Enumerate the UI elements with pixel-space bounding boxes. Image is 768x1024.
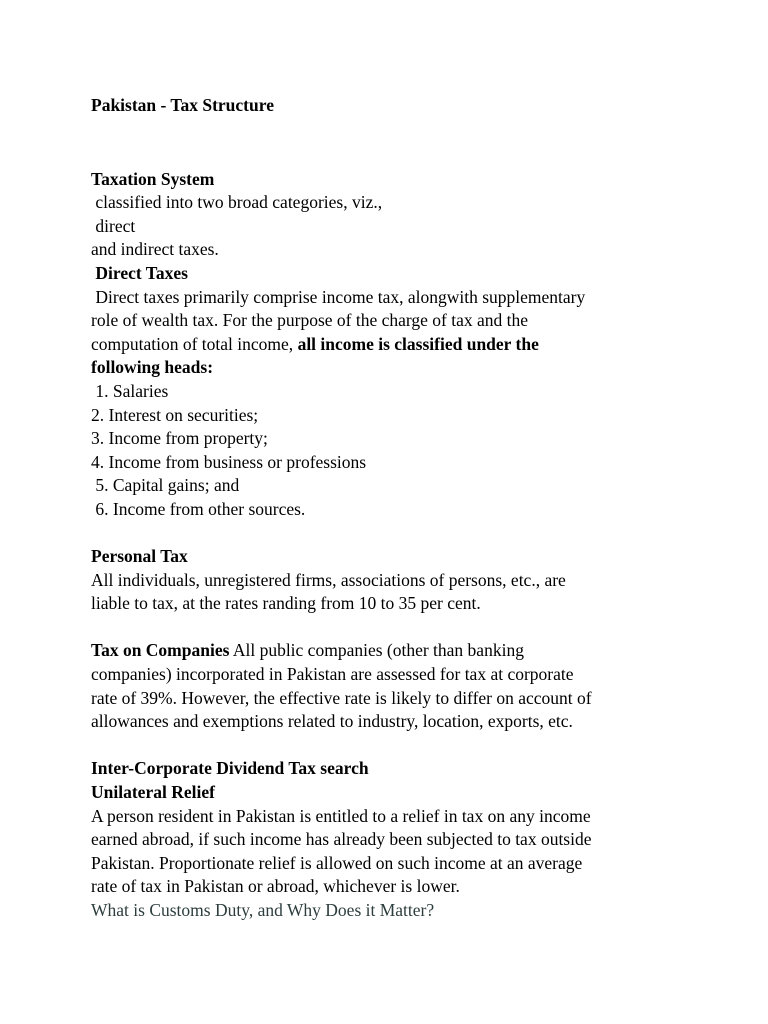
tax-on-companies-line: rate of 39%. However, the effective rate is likely to differ on account of bbox=[91, 687, 592, 708]
direct-taxes-line: Direct taxes primarily comprise income tax, alongwith supplementary bbox=[91, 286, 586, 307]
tax-on-companies-line: allowances and exemptions related to industry, location, exports, etc. bbox=[91, 711, 573, 732]
taxation-system-line: and indirect taxes. bbox=[91, 239, 219, 260]
direct-taxes-heading: Direct Taxes bbox=[91, 262, 188, 283]
spacer bbox=[91, 522, 691, 546]
unilateral-relief-heading: Unilateral Relief bbox=[91, 782, 215, 803]
taxation-system-heading: Taxation System bbox=[91, 168, 215, 189]
income-head-item: 3. Income from property; bbox=[91, 428, 268, 449]
tax-on-companies-line bbox=[91, 639, 691, 663]
direct-taxes-emphasis: all income is classified under the bbox=[297, 333, 539, 354]
spacer bbox=[91, 616, 691, 640]
income-head-item: 4. Income from business or professions bbox=[91, 451, 367, 472]
spacer bbox=[91, 118, 691, 168]
personal-tax-line: All individuals, unregistered firms, associations of persons, etc., are bbox=[91, 569, 566, 590]
taxation-system-line: classified into two broad categories, viz., bbox=[91, 192, 383, 213]
inter-corporate-heading: Inter-Corporate Dividend Tax search bbox=[91, 758, 369, 779]
document-title: Pakistan - Tax Structure bbox=[91, 95, 274, 115]
unilateral-relief-line: rate of tax in Pakistan or abroad, whichever is lower. bbox=[91, 876, 460, 897]
unilateral-relief-line: earned abroad, if such income has already been subjected to tax outside bbox=[91, 829, 592, 850]
spacer bbox=[91, 734, 691, 758]
personal-tax-line: liable to tax, at the rates randing from 10 to 35 per cent. bbox=[91, 593, 481, 614]
direct-taxes-text: computation of total income, bbox=[91, 333, 298, 354]
direct-taxes-line bbox=[91, 333, 691, 357]
direct-taxes-line: role of wealth tax. For the purpose of the charge of tax and the bbox=[91, 310, 529, 331]
unilateral-relief-line: Pakistan. Proportionate relief is allowed on such income at an average bbox=[91, 852, 583, 873]
tax-on-companies-line: companies) incorporated in Pakistan are assessed for tax at corporate bbox=[91, 664, 574, 685]
customs-duty-link[interactable]: What is Customs Duty, and Why Does it Matter? bbox=[91, 900, 435, 920]
income-head-item: 2. Interest on securities; bbox=[91, 404, 259, 425]
income-head-item: 6. Income from other sources. bbox=[91, 498, 306, 519]
taxation-system-line: direct bbox=[91, 215, 136, 236]
document-body bbox=[91, 94, 691, 923]
direct-taxes-emphasis: following heads: bbox=[91, 357, 214, 378]
income-head-item: 1. Salaries bbox=[91, 380, 169, 401]
tax-on-companies-text: All public companies (other than banking bbox=[229, 640, 524, 661]
income-head-item: 5. Capital gains; and bbox=[91, 475, 240, 496]
tax-on-companies-heading: Tax on Companies bbox=[91, 640, 230, 661]
personal-tax-heading: Personal Tax bbox=[91, 546, 188, 567]
unilateral-relief-line: A person resident in Pakistan is entitled to a relief in tax on any income bbox=[91, 805, 591, 826]
